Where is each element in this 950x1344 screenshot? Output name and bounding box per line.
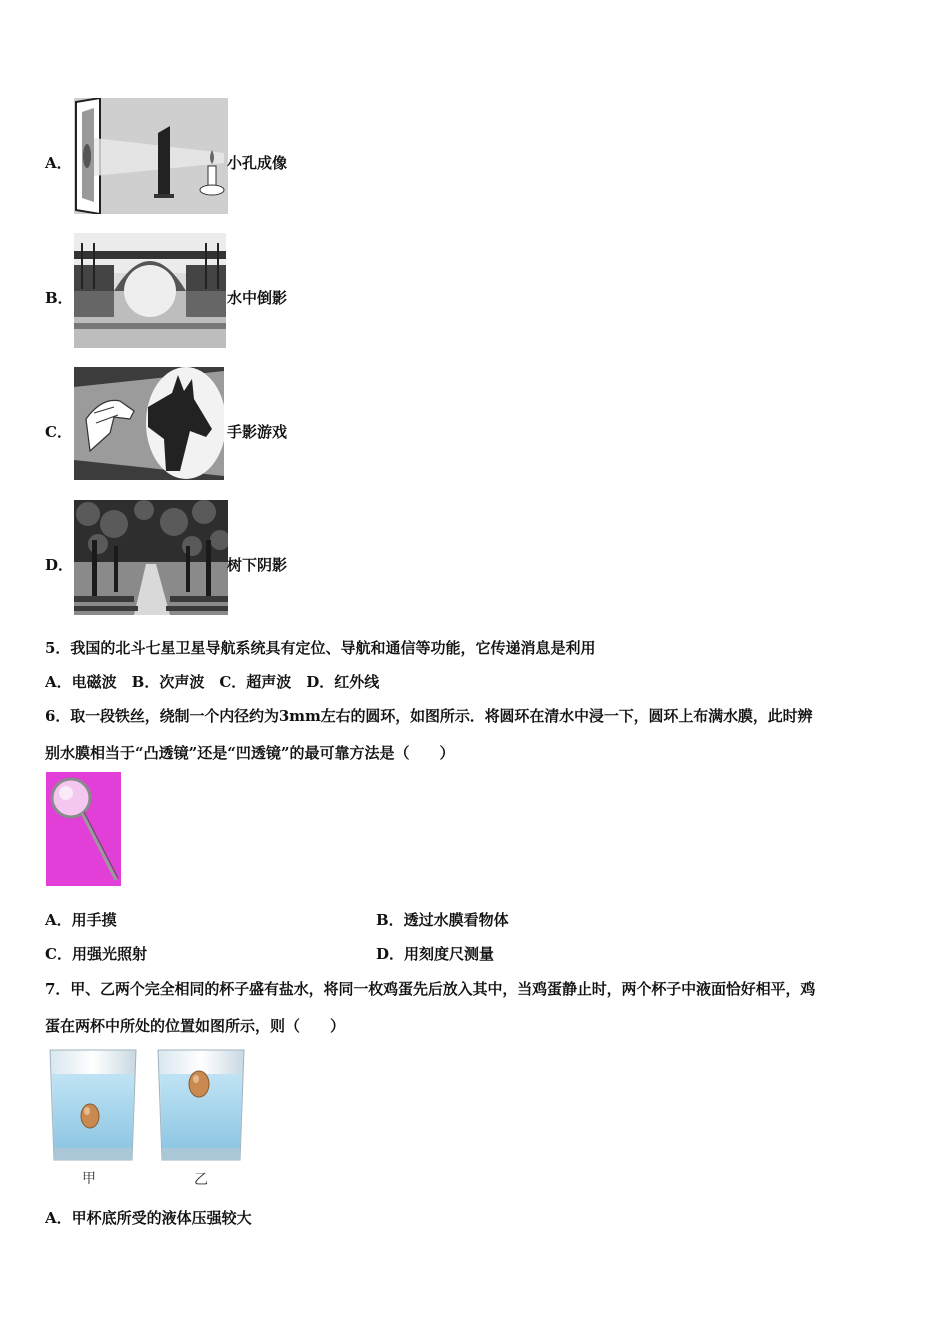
option-letter: B． (45, 289, 73, 307)
option-letter: C． (45, 423, 72, 441)
q6-option-d: D．用刻度尺测量 (376, 945, 495, 963)
option-caption: 手影游戏 (227, 423, 288, 441)
q6-stem-line2: 别水膜相当于“凸透镜”还是“凹透镜”的最可靠方法是（ ） (45, 744, 455, 762)
tree-shadow-photo (74, 500, 228, 615)
q6-stem-line1: 6．取一段铁丝，绕制一个内径约为3mm左右的圆环，如图所示．将圆环在清水中浸一下，圆环上布满水膜，此时辨 (45, 707, 813, 725)
q7-option-a: A．甲杯底所受的液体压强较大 (45, 1209, 252, 1227)
wire-loop-magnifier-illustration (46, 772, 121, 886)
option-caption: 小孔成像 (227, 154, 288, 172)
bridge-reflection-photo (74, 233, 226, 348)
q6-option-b: B．透过水膜看物体 (376, 911, 509, 929)
q4-option-b (45, 233, 345, 349)
option-letter: D． (45, 556, 74, 574)
cup-label-jia: 甲 (82, 1171, 96, 1187)
cup-yi (158, 1050, 244, 1160)
cup-jia (50, 1050, 136, 1160)
pinhole-camera-illustration (74, 98, 228, 214)
q5-options: A．电磁波 B．次声波 C．超声波 D．红外线 (45, 673, 380, 691)
q7-stem-line2: 蛋在两杯中所处的位置如图所示，则（ ） (45, 1017, 346, 1035)
egg-in-cups-illustration (48, 1048, 248, 1190)
hand-shadow-photo (74, 367, 224, 480)
q4-option-d (45, 500, 345, 616)
option-letter: A． (45, 154, 72, 172)
q6-option-a: A．用手摸 (45, 911, 117, 929)
q6-option-c: C．用强光照射 (45, 945, 147, 963)
cup-label-yi: 乙 (194, 1172, 208, 1188)
q5-stem: 5．我国的北斗七星卫星导航系统具有定位、导航和通信等功能，它传递消息是利用 (45, 639, 596, 657)
q4-option-a (45, 98, 345, 216)
option-caption: 树下阴影 (227, 556, 288, 574)
q4-option-c (45, 367, 345, 483)
option-caption: 水中倒影 (227, 289, 288, 307)
q7-stem-line1: 7．甲、乙两个完全相同的杯子盛有盐水，将同一枚鸡蛋先后放入其中，当鸡蛋静止时，两个杯子中液面恰好相平，鸡 (45, 980, 816, 998)
